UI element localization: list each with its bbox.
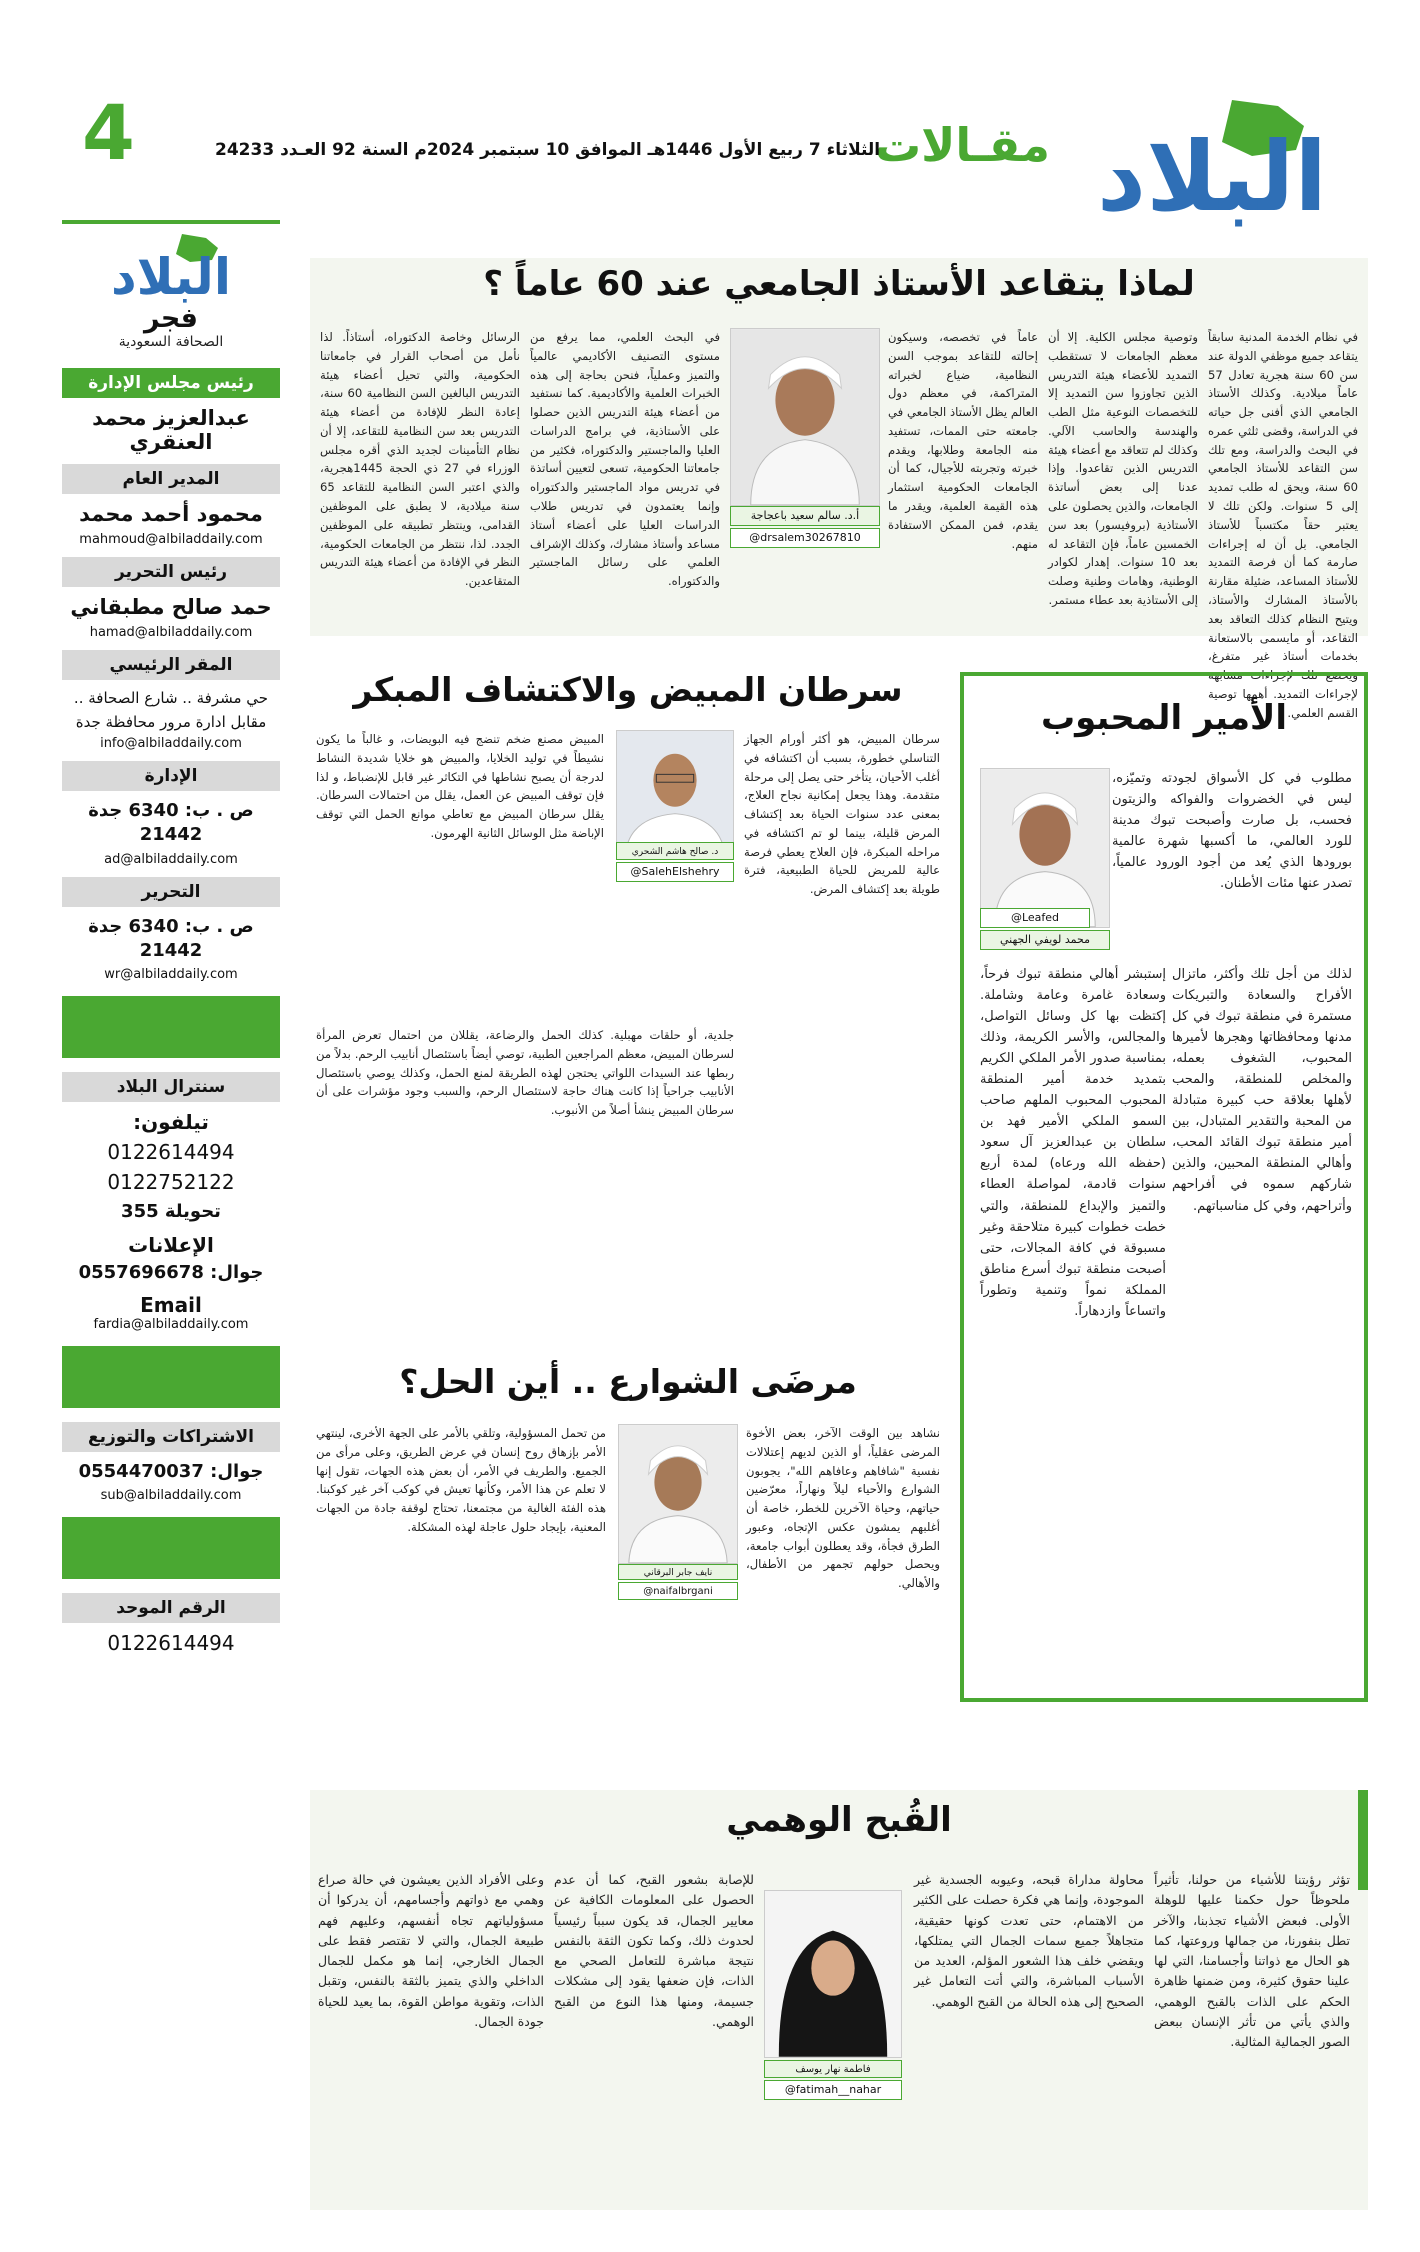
administration-email[interactable]: ad@albiladdaily.com — [104, 851, 238, 867]
article-column-5: الرسائل وخاصة الدكتوراه، أستاذاً. لذا نأمل من أصحاب القرار في جامعاتنا الحكومية، والتي تحيل أعضاء هيئة التدريس البالغين السن النظامية 60 سنة، إعادة النظر للإفادة من أعضاء هيئة التدريس بعد سن النظامية للتقاعد، إلا أن نظام التأمينات لجديد الذي أقره مجلس الوزراء في 27 ذي الحجة 1445هجرية، والذي اعتبر السن النظامية للتقاعد 65 سنة ميلادية، لا يطبق على الموظفين القدامى، وينتظر تطبيقه على الموظفين الجدد. لذا، ننتظر من الجامعات الحكومية، النظر في الإفادة من أعضاء هيئة التدريس المتقاعدين. — [320, 330, 521, 589]
author-photo — [618, 1424, 738, 1564]
editor-in-chief-name: حمد صالح مطبقاني — [70, 594, 272, 619]
headquarters-address-1: حي مشرفة .. شارع الصحافة .. — [73, 688, 269, 707]
author-handle[interactable]: @SalehElshehry — [616, 862, 734, 882]
article-column-1: في نظام الخدمة المدنية سابقاً يتقاعد جميع موظفي الدولة عند سن 60 سنة هجرية تعادل 57 عاماً ميلادية. وكذلك الأستاذ الجامعي الذي أفنى جل حياته في الدراسة، وقضى ثلثي عمره في البحث والدراسة، ومع تلك سن التقاعد للأستاذ الجامعي 60 سنة، ويحق له طلب تمديد إلى 5 سنوات. ولكن تلك لا يعتبر حقاً مكتسباً للأستاذ الجامعي. بل أن له إجراءات صارمة كما أن فرصة التمديد للأستاذ المساعد، ضئيلة مقارنة بالأستاذ المشارك والأستاذ، ويتيح النظام كذلك التعاقد بعد التقاعد، أو مايسمى بالاستعانة بخدمات أستاذ غير متفرغ، ويخضع تلك لإجراءات مشابهة لإجراءات التمديد. أهمها توصية القسم العلمي. — [1208, 330, 1358, 720]
author-name: د. صالح هاشم الشحري — [616, 842, 734, 860]
author-portrait-icon — [731, 329, 879, 505]
author-name: أ.د. سالم سعيد باعجاجة — [730, 506, 880, 526]
ads-email[interactable]: fardia@albiladdaily.com — [93, 1316, 249, 1332]
article-column-2: محاولة مداراة قبحه، وعيوبه الجسدية غير الموجودة، وإنما هي فكرة حصلت على الكثير من الاهتمام، حتى تعدت كونها حقيقية، متجاهلاً جميع سمات الجمال التي يمتلكها، ويقضي خلف هذا الشعور المؤلم، العديد من الأسباب المباشرة، والتي أتت التعامل غير الصحيح إلى هذه الحالة من القبح الوهمي. — [914, 1872, 1144, 2009]
subscriptions-heading: الاشتراكات والتوزيع — [62, 1422, 280, 1452]
newspaper-logo[interactable] — [1082, 92, 1342, 233]
article-beloved-prince — [960, 672, 1368, 1702]
article-column-4: وعلى الأفراد الذين يعيشون في حالة صراع وهمي مع ذواتهم وأجسامهم، أن يدركوا أن مسؤولياتهم تجاه أنفسهم، وعليهم فهم طبيعة الجمال، والتي لا تقتصر فقط على الجمال الخارجي، إنما هو مكمل للجمال الداخلي والذي يتميز بالثقة بالنفس، وتقبل الذات، وتقوية مواطن القوة، بما يعيد للحياة جودة الجمال. — [318, 1872, 544, 2029]
author-handle[interactable]: @naifalbrgani — [618, 1582, 738, 1600]
author-portrait-icon — [981, 769, 1109, 927]
saudi-map-icon — [1082, 92, 1342, 233]
ads-heading: الإعلانات — [128, 1232, 214, 1257]
article-column-2: من تحمل المسؤولية، وتلقي بالأمر على الجهة الأخرى، لينتهي الأمر بإزهاق روح إنسان في عرض الطريق، وعلى مرأى من الجميع. والطريف في الأمر، أن بعض هذه الجهات، تقول إنها لا تعلم عن هذا الأمر، وكأنها تعيش في كوكب آخر غير كوكبنا. هذه الفئة الغالية من مجتمعنا، تحتاج لوقفة جادة من الجهات المعنية، بإيجاد حلول عاجلة لهذه المشكلة. — [316, 1426, 606, 1534]
article-column-2: المبيض مصنع ضخم تنضج فيه البويضات، و غالباً ما يكون نشيطاً في توليد الخلايا، والمبيض هو خلايا شديدة النشاط لدرجة أن يصبح نشاطها في التكاثر غير قابل للإنضباط، و لذا فإن توقف المبيض عن العمل، يقلل من احتمالات السرطان. يقلل سرطان المبيض مع تعاطي موانع الحمل التي توقف الإباضة مثل الوسائل الثانية الهرمون. — [316, 732, 604, 840]
article-column-2: وتوصية مجلس الكلية. إلا أن معظم الجامعات لا تستقطب التمديد للأعضاء هيئة التدريس الذين تجاوزوا سن التمديد إلا للتخصصات النوعية مثل الطب والهندسة والحاسب الآلي. وكذلك لم تتعاقد مع أعضاء هيئة التدريس الذين تقاعدوا. وإذا عدنا إلى بعض أساتذة الجامعات، والذين يحصلون على الأستاذية (بروفيسور) بعد سن الخمسين عاماً، فإن التقاعد له بعد 10 سنوات. إهدار لكوادر الوطنية، وهامات وطنية وصلت إلى الأستاذية بعد عطاء مستمر. — [1048, 330, 1198, 607]
article-title[interactable]: مرضَى الشوارع .. أين الحل؟ — [399, 1362, 857, 1401]
article-column-3: للإصابة بشعور القبح، كما أن عدم الحصول على المعلومات الكافية عن معايير الجمال، قد يكون سبباً رئيسياً لحدوث ذلك، وكما تكون الثقة بالنفس نتيجة مباشرة للتعامل الصحي مع الذات، فإن ضعفها يقود إلى مشكلات جسيمة، ومنها هذا النوع من القبح الوهمي. — [554, 1872, 754, 2029]
logo-text: البلاد — [1096, 121, 1328, 233]
phone-number-1[interactable]: 0122614494 — [107, 1140, 235, 1165]
board-chairman-heading: رئيس مجلس الإدارة — [62, 368, 280, 398]
phone-label: تيلفون: — [133, 1110, 209, 1135]
sidebar-logo — [62, 224, 280, 304]
sidebar-green-band — [62, 996, 280, 1058]
general-manager-email[interactable]: mahmoud@albiladdaily.com — [79, 531, 263, 547]
author-handle[interactable]: @drsalem30267810 — [730, 528, 880, 548]
author-name: محمد لويفي الجهني — [980, 930, 1110, 950]
headquarters-email[interactable]: info@albiladdaily.com — [100, 736, 242, 752]
author-portrait-icon — [765, 1891, 901, 2057]
article-column-4: في البحث العلمي، مما يرفع من مستوى التصنيف الأكاديمي عالمياً والتميز وعملياً، فنحن بحاجة إلى هذه الخبرات العلمية والأكاديمية. كما نستفيد من أعضاء هيئة التدريس الذين حصلوا على الأستاذية، في برامج الدراسات العليا والماجستير والدكتوراه، فكثير من جامعاتنا الحكومية، تسعى لتعيين أساتذة في تدريس مواد الماجستير والدكتوراه وإنما يعتمدون في تدريس طلاب الدراسات العليا على أعضاء أستاذ مساعد وأستاذ مشارك، وكذلك الإشراف العلمي على رسائل الماجستير والدكتوراه. — [530, 330, 720, 589]
article-imaginary-ugliness — [310, 1790, 1368, 2210]
administration-address: ص . ب: 6340 جدة 21442 — [88, 800, 254, 846]
administration-heading: الإدارة — [62, 761, 280, 791]
article-street-patients — [310, 1362, 946, 1758]
ads-mobile[interactable]: جوال: 0557696678 — [78, 1261, 264, 1283]
headquarters-address-2: مقابل ادارة مرور محافظة جدة — [75, 712, 267, 731]
masthead — [0, 0, 1420, 240]
article-column-3: إستبشر أهالي منطقة تبوك فرحاً، وسعادة غامرة وعامة وشاملة. إكتظت بها كل وسائل التواصل، والمجالس، والأسر الكريمة، وذلك بمناسبة صدور الأمر الملكي الكريم بتمديد خدمة أمير المنطقة المحبوب المحبوب الملهم صاحب السمو الملكي الأمير فهد بن سلطان بن عبدالعزيز آل سعود (حفظه الله ورعاه) لمدة أربع سنوات قادمة، لمواصلة العطاء والتميز والإبداع للمنطقة، والتي خطت خطوات كبيرة متلاحقة وغير مسبوقة في كافة المجالات، حتى أصبحت منطقة تبوك أسرع مناطق المملكة نمواً وتنمية وتطوراً واتساعاً وازدهاراً. — [980, 967, 1166, 1319]
author-handle[interactable]: @fatimah__nahar — [764, 2080, 902, 2100]
central-heading: سنترال البلاد — [62, 1072, 280, 1102]
page-number: 4 — [82, 88, 135, 177]
headquarters-heading: المقر الرئيسي — [62, 650, 280, 680]
unified-number-heading: الرقم الموحد — [62, 1593, 280, 1623]
sidebar-motto: فجر — [144, 303, 198, 334]
author-photo — [980, 768, 1110, 928]
article-column-1: مطلوب في كل الأسواق لجودته وتميّزه، ليس في الخضروات والفواكه والزيتون فحسب، بل صارت وأصبحت تبوك مدينة للورد العالمي، ما أكسبها شهرة عالمية بورودها الذي يُعد من أجود الورود عالمياً، تصدر عنها مئات الأطنان. — [1112, 771, 1352, 892]
sidebar-logo-icon — [106, 230, 236, 306]
unified-number[interactable]: 0122614494 — [107, 1631, 235, 1656]
issue-date-line: الثلاثاء 7 ربيع الأول 1446هـ الموافق 10 سبتمبر 2024م السنة 92 العـدد 24233 — [215, 140, 881, 160]
subscriptions-mobile[interactable]: جوال: 0554470037 — [78, 1460, 264, 1482]
author-photo — [764, 1890, 902, 2058]
author-photo — [730, 328, 880, 506]
author-portrait-icon — [617, 731, 733, 859]
editing-email[interactable]: wr@albiladdaily.com — [104, 967, 238, 983]
article-column-3: جلدية، أو حلقات مهبلية. كذلك الحمل والرضاعة، يقللان من احتمال تعرض المرأة لسرطان المبيض، معظم المراجعين الطبية، توصي أيضاً باستئصال أنابيب الرحم. بدلاً من ربطها عند السيدات اللواتي يحتجن لهذه الطريقة لمنع الحمل، وكذلك يوصي باستئصال الأنابيب جراحياً إذا كانت هناك حاجة لاستئصال الرحم، والسبب وجود مؤشرات على أن سرطان المبيض ينشأ أصلاً من الأنبوب. — [316, 1028, 734, 1118]
author-name: نايف جابر البرقاني — [618, 1564, 738, 1580]
section-title: مقـالات — [874, 118, 1050, 172]
author-handle[interactable]: @Leafed — [980, 908, 1090, 928]
article-title[interactable]: القُبح الوهمي — [726, 1800, 952, 1840]
author-photo — [616, 730, 734, 860]
phone-extension: تحويلة 355 — [121, 1201, 221, 1223]
article-column-1: تؤثر رؤيتنا للأشياء من حولنا، تأثيراً ملحوظاً حول حكمنا عليها للوهلة الأولى. فبعض الأشياء تجذبنا، والآخر تطل بنفورنا، من جمالها وروعتها، كما هو الحال مع ذواتنا وأجسامنا، التي لها علينا حقوق كثيرة، ومن ضمنها ظاهرة الحكم على الذات بالقبح الوهمي، والذي يأتي من تأثر الإنسان ببعض الصور الجمالية المثالية. — [1154, 1872, 1350, 2049]
editor-in-chief-heading: رئيس التحرير — [62, 557, 280, 587]
article-title[interactable]: الأمير المحبوب — [1041, 698, 1287, 738]
article-column-3: عاماً في تخصصه، وسيكون إحالته للتقاعد بموجب السن النظامية، ضياع لخبراته المتراكمة، في معظم دول العالم يظل الأستاذ الجامعي في جامعته حتى الممات، تستفيد منه الجامعة وطلابها، ويقدم خبرته وتجربته للأجيال، كما أن الجامعات الحكومية استثمار هذه القيمة العلمية، ويقدر ما يقدم، فمن الممكن الاستفادة منهم. — [888, 330, 1038, 551]
article-title[interactable]: لماذا يتقاعد الأستاذ الجامعي عند 60 عاماً ؟ — [483, 264, 1195, 304]
sidebar-motto-sub: الصحافة السعودية — [118, 333, 224, 350]
publisher-sidebar — [62, 220, 280, 2190]
article-column-1: نشاهد بين الوقت الآخر، بعض الأخوة المرضى عقلياً، أو الذين لديهم إعتلالات نفسية "شافاهم وعافاهم الله"، يجوبون الشوارع والأحياء ليلاً ونهاراً، معرّضين حياتهم، وحياة الآخرين للخطر، خاصة أن أغلبهم يمشون عكس الإتجاه، وعبور الطرق فجأة، وقد يعطلون أبواب جامعة، ويحصل حولهم تجمهر من الأطفال، والأهالي. — [746, 1426, 940, 1591]
article-ovarian-cancer — [310, 664, 946, 1324]
article-column-1: سرطان المبيض، هو أكثر أورام الجهاز التناسلي خطورة، بسبب أن اكتشافه في أغلب الأحيان، يتأخر حتى يصل إلى مرحلة متقدمة. وهذا يجعل إمكانية نجاح العلاج، بمعنى عدد سنوات الحياة بعد إكتشاف المرض قليلة، بينما لو تم اكتشافه في مراحله المبكرة، فإن العلاج يعطي فرصة عالية للمريض للحياة الطبيعية، فترة طويلة بعد إكتشاف المرض. — [744, 732, 940, 897]
editing-address: ص . ب: 6340 جدة 21442 — [88, 915, 254, 962]
article-column-2: لذلك من أجل تلك وأكثر، ماتزال الأفراح والسعادة والتبريكات مستمرة في منطقة تبوك في كل مدنها ومحافظاتها وهجرها لأميرها المحبوب، الشغوف بعمله، والمخلص للمنطقة، والمحب لأهلها بعلاقة حب كبيرة متبادلة من المحبة والتقدير المتبادل، بين أمير منطقة تبوك القائد المحب، وأهالي المنطقة المحبين، والذين شاركهم سموه في أفراحهم وأتراحهم، وفي كل مناسباتهم. — [1172, 967, 1352, 1214]
subscriptions-email[interactable]: sub@albiladdaily.com — [100, 1488, 242, 1504]
phone-number-2[interactable]: 0122752122 — [107, 1170, 235, 1195]
article-column-3b — [730, 558, 880, 630]
author-portrait-icon — [619, 1425, 737, 1563]
sidebar-logo-text: البلاد — [111, 248, 231, 306]
sidebar-green-band-3 — [62, 1517, 280, 1579]
sidebar-green-band-2 — [62, 1346, 280, 1408]
article-title[interactable]: سرطان المبيض والاكتشاف المبكر — [353, 670, 903, 709]
author-name: فاطمة نهار يوسف — [764, 2060, 902, 2078]
editor-in-chief-email[interactable]: hamad@albiladdaily.com — [89, 624, 253, 640]
editing-heading: التحرير — [62, 877, 280, 907]
email-label: Email — [140, 1292, 202, 1317]
general-manager-heading: المدير العام — [62, 464, 280, 494]
board-chairman-name: عبدالعزيز محمد العنقري — [92, 405, 250, 454]
general-manager-name: محمود أحمد محمد — [79, 501, 263, 526]
